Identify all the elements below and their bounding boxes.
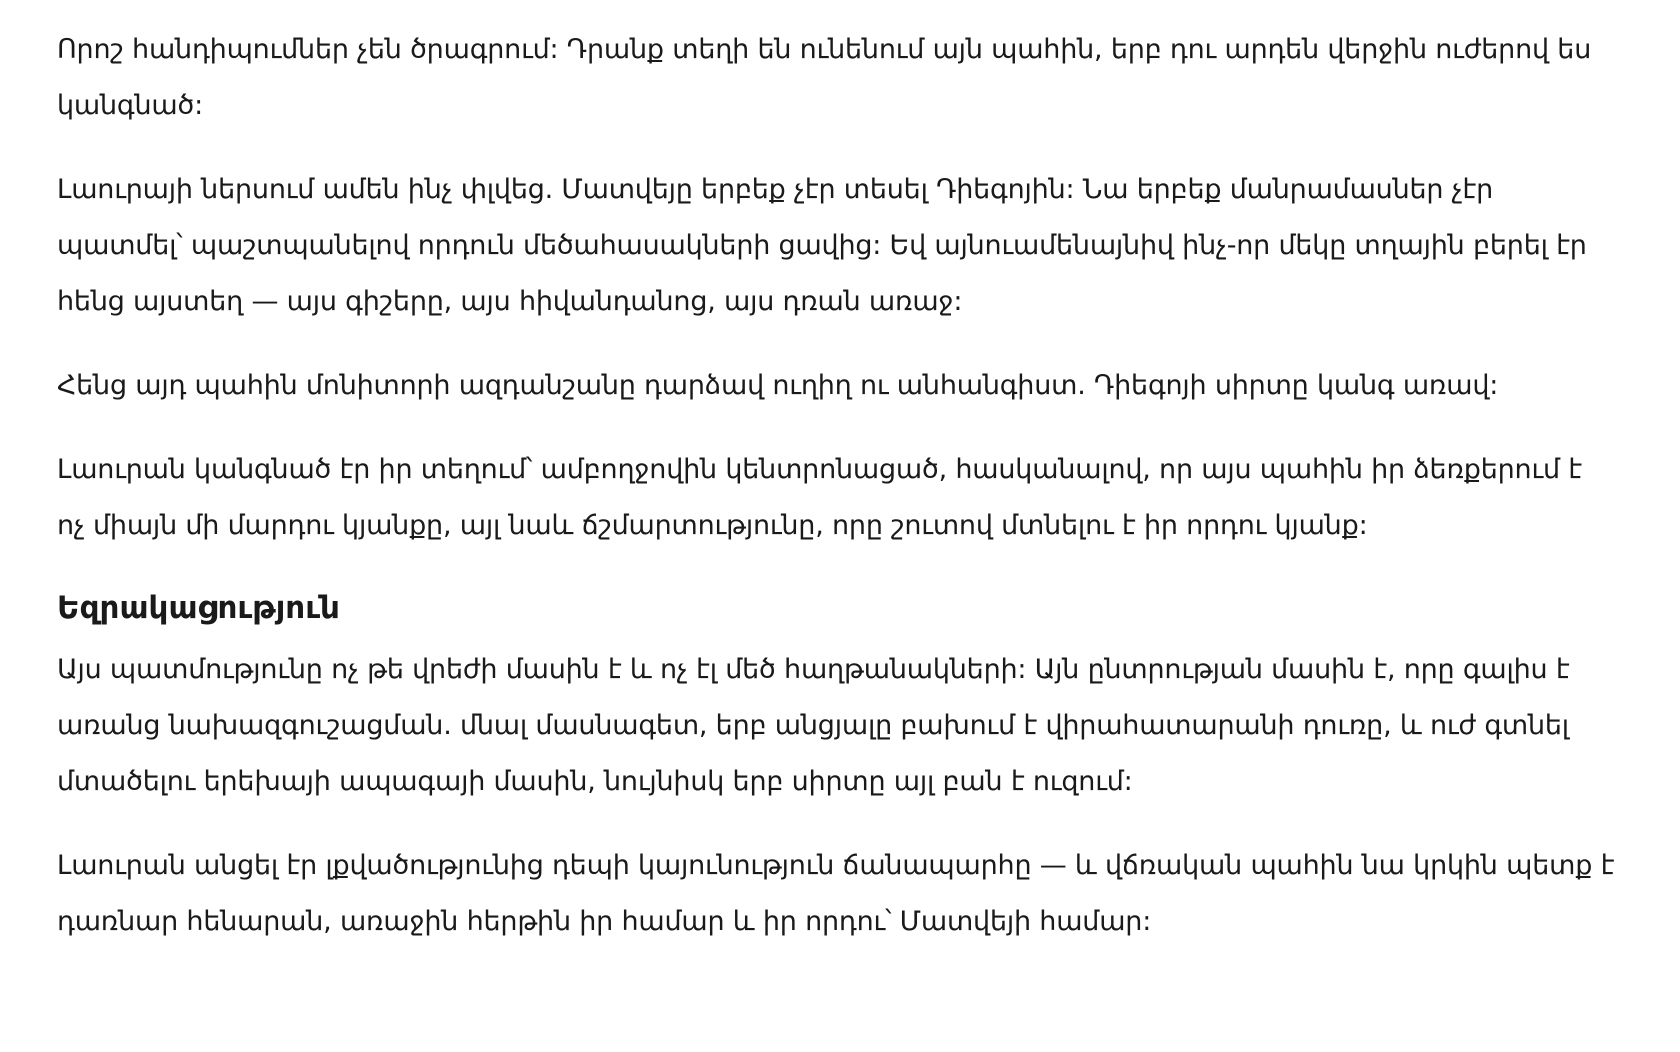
section-heading-conclusion: Եզրակացություն — [57, 590, 340, 626]
article-body — [57, 22, 1617, 978]
paragraph-collapse: Լաուրայի ներսում ամեն ինչ փլվեց. Մատվեյը երբեք չէր տեսել Դիեգոյին: Նա երբեք մանրամասներ չէր պատմել՝ պաշտպանելով որդուն մեծահասակների ցավից: Եվ այնուամենայնիվ ինչ-որ մեկը տղային բերել էր հենց այստեղ — այս գիշերը, այս հիվանդանոց, այս դռան առաջ: — [57, 174, 1587, 317]
paragraph-monitor: Հենց այդ պահին մոնիտորի ազդանշանը դարձավ ուղիղ ու անհանգիստ. Դիեգոյի սիրտը կանգ առավ: — [57, 370, 1499, 401]
paragraph-conclusion-2: Լաուրան անցել էր լքվածությունից դեպի կայունություն ճանապարհը — և վճռական պահին նա կրկին պետք է դառնար հենարան, առաջին հերթին իր համար և իր որդու՝ Մատվեյի համար: — [57, 850, 1615, 937]
paragraph-conclusion-1: Այս պատմությունը ոչ թե վրեժի մասին է և ոչ էլ մեծ հաղթանակների: Այն ընտրության մասին է, որը գալիս է առանց նախազգուշացման. մնալ մասնագետ, երբ անցյալը բախում է վիրահատարանի դուռը, և ուժ գտնել մտածելու երեխայի ապագայի մասին, նույնիսկ երբ սիրտը այլ բան է ուզում: — [57, 654, 1570, 797]
paragraph-laura-focus: Լաուրան կանգնած էր իր տեղում՝ ամբողջովին կենտրոնացած, հասկանալով, որ այս պահին իր ձեռքերում է ոչ միայն մի մարդու կյանքը, այլ նաև ճշմարտությունը, որը շուտով մտնելու է իր որդու կյանք: — [57, 454, 1582, 541]
paragraph-intro: Որոշ հանդիպումներ չեն ծրագրում: Դրանք տեղի են ունենում այն պահին, երբ դու արդեն վերջին ուժերով ես կանգնած: — [57, 34, 1592, 121]
